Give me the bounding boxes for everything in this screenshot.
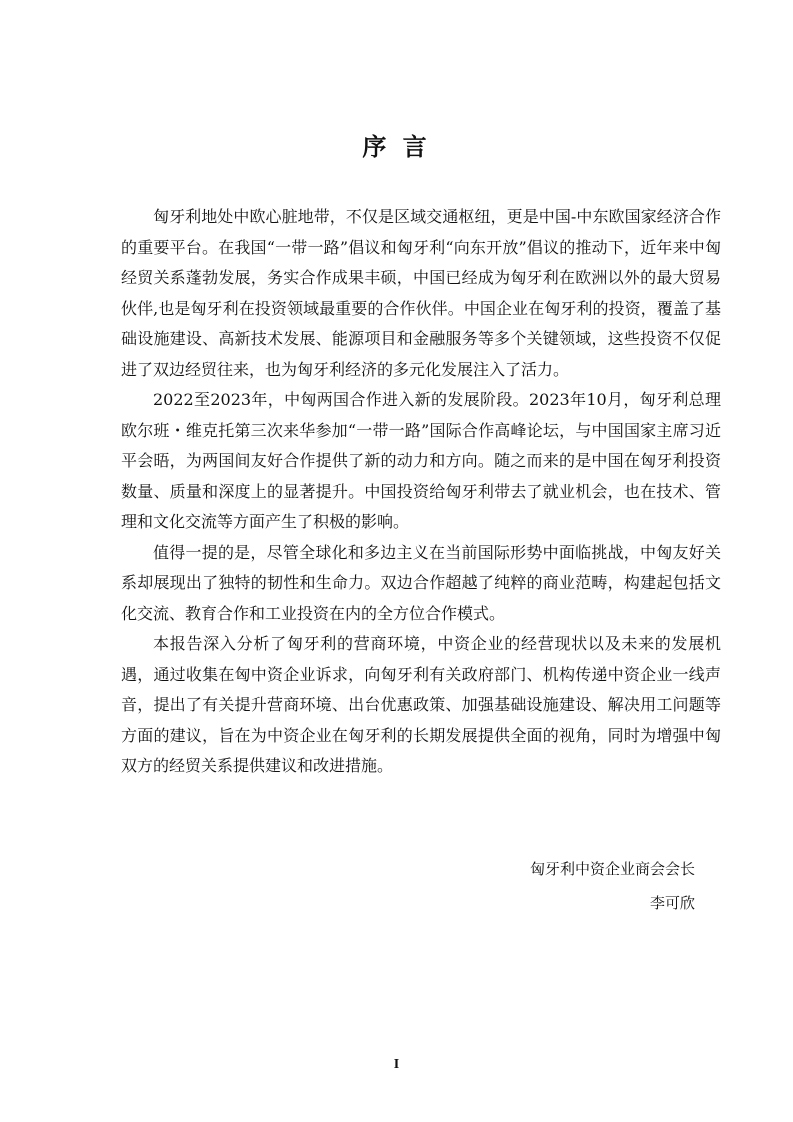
signature-organization: 匈牙利中资企业商会会长	[529, 860, 695, 878]
preface-body	[121, 202, 721, 782]
signature-block	[530, 852, 695, 920]
page-title: 序 言	[362, 133, 431, 161]
paragraph-3: 值得一提的是，尽管全球化和多边主义在当前国际形势中面临挑战，中匈友好关系却展现出了独特的韧性和生命力。双边合作超越了纯粹的商业范畴，构建起包括文化交流、教育合作和工业投资在内的全方位合作模式。	[121, 542, 721, 623]
paragraph-2: 2022至2023年，中匈两国合作进入新的发展阶段。2023年10月，匈牙利总理欧尔班・维克托第三次来华参加“一带一路”国际合作高峰论坛，与中国国家主席习近平会晤，为两国间友好合作提供了新的动力和方向。随之而来的是中国在匈牙利投资数量、质量和深度上的显著提升。中国投资给匈牙利带去了就业机会，也在技术、管理和文化交流等方面产生了积极的影响。	[121, 390, 721, 531]
signature-name: 李可欣	[649, 894, 695, 912]
page-number: I	[393, 1057, 400, 1072]
paragraph-1: 匈牙利地处中欧心脏地带，不仅是区域交通枢纽，更是中国-中东欧国家经济合作的重要平台。在我国“一带一路”倡议和匈牙利“向东开放”倡议的推动下，近年来中匈经贸关系蓬勃发展，务实合作成果丰硕，中国已经成为匈牙利在欧洲以外的最大贸易伙伴,也是匈牙利在投资领域最重要的合作伙伴。中国企业在匈牙利的投资，覆盖了基础设施建设、高新技术发展、能源项目和金融服务等多个关键领域，这些投资不仅促进了双边经贸往来，也为匈牙利经济的多元化发展注入了活力。	[121, 207, 721, 379]
paragraph-4: 本报告深入分析了匈牙利的营商环境，中资企业的经营现状以及未来的发展机遇，通过收集在匈中资企业诉求，向匈牙利有关政府部门、机构传递中资企业一线声音，提出了有关提升营商环境、出台优惠政策、加强基础设施建设、解决用工问题等方面的建议，旨在为中资企业在匈牙利的长期发展提供全面的视角，同时为增强中匈双方的经贸关系提供建议和改进措施。	[121, 634, 721, 775]
